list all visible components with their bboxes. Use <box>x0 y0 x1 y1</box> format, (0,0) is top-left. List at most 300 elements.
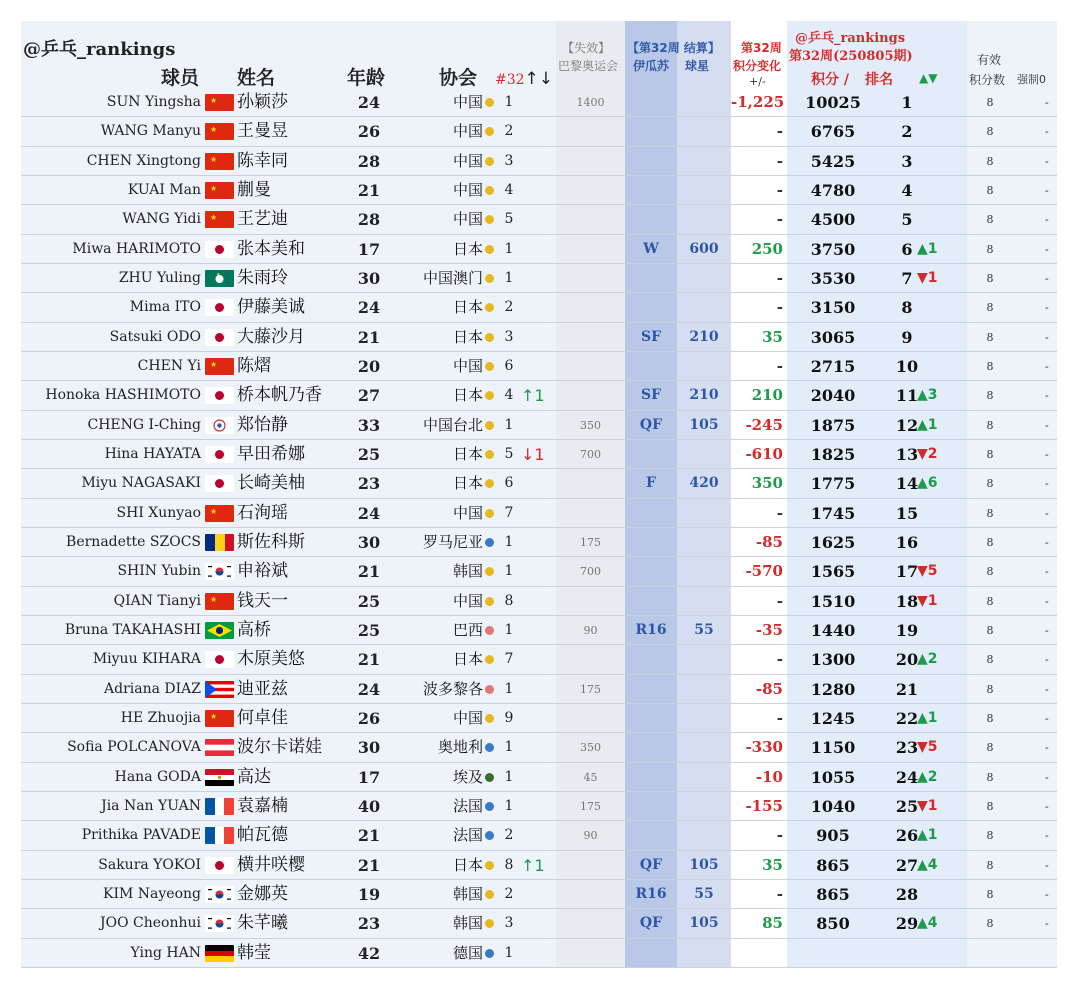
forced-zero: - <box>1045 330 1049 344</box>
event-points: 105 <box>689 915 719 932</box>
association-rank: 8 <box>504 592 514 609</box>
event-round <box>625 205 677 234</box>
forced-zero: - <box>1045 96 1049 109</box>
table-row <box>21 557 1057 586</box>
lost-points: 700 <box>580 447 601 461</box>
table-row <box>21 821 1057 850</box>
player-name-en: SHIN Yubin <box>117 563 201 580</box>
player-age: 25 <box>357 620 381 640</box>
player-name-cn: 朱雨玲 <box>237 267 288 288</box>
player-age: 20 <box>357 356 381 376</box>
valid-results-count: 8 <box>986 829 994 843</box>
association-rank: 2 <box>504 123 514 140</box>
lost-points <box>556 704 625 733</box>
event-round <box>625 733 677 762</box>
player-association: 波多黎各 <box>422 679 483 698</box>
japan-flag-icon <box>205 651 234 668</box>
region-dot-icon <box>485 567 494 576</box>
china-flag-icon <box>205 505 234 522</box>
player-association: 罗马尼亚 <box>422 532 483 551</box>
event-round <box>625 117 677 146</box>
lost-points: 175 <box>580 535 601 549</box>
player-name-cn: 朱芊曦 <box>237 913 288 934</box>
points-change: - <box>776 180 783 199</box>
china-flag-icon <box>205 182 234 199</box>
table-row <box>21 675 1057 704</box>
points-change: -85 <box>755 679 783 698</box>
header-age: 年龄 <box>347 67 386 89</box>
table-row <box>21 763 1057 792</box>
event-round: SF <box>640 328 662 345</box>
valid-results-count: 8 <box>986 858 994 872</box>
player-name-cn: 早田希娜 <box>237 443 305 464</box>
lost-points: 1400 <box>576 96 605 109</box>
header-rank32-label: #32 <box>495 72 525 88</box>
region-dot-icon <box>485 861 494 870</box>
japan-flag-icon <box>205 329 234 346</box>
world-rank: 27 <box>895 855 919 875</box>
player-name-en: Mima ITO <box>129 299 201 316</box>
forced-zero: - <box>1045 682 1049 696</box>
lost-points: 350 <box>580 418 601 432</box>
player-name-en: Sofia POLCANOVA <box>67 739 201 756</box>
lost-points: 350 <box>580 741 601 755</box>
table-row <box>21 469 1057 498</box>
ranking-points: 1245 <box>810 708 856 728</box>
tpe-flag-icon <box>205 417 234 434</box>
player-age: 19 <box>357 884 381 904</box>
player-name-cn: 金娜英 <box>237 883 288 904</box>
player-age: 28 <box>357 151 381 171</box>
event-round <box>625 821 677 850</box>
player-association: 日本 <box>452 327 483 346</box>
player-name-en: Hana GODA <box>114 768 201 785</box>
region-dot-icon <box>485 655 494 664</box>
event-round <box>625 528 677 557</box>
lost-points <box>556 645 625 674</box>
player-name-cn: 高达 <box>237 766 271 787</box>
lost-points <box>556 264 625 293</box>
event-points <box>677 440 731 469</box>
world-rank: 10 <box>895 356 919 376</box>
event-round <box>625 675 677 704</box>
association-rank: 6 <box>504 357 514 374</box>
event-points <box>677 205 731 234</box>
table-row <box>21 528 1057 557</box>
event-points <box>677 264 731 293</box>
event-round <box>625 176 677 205</box>
ranking-table-body <box>21 88 1057 968</box>
forced-zero: - <box>1045 477 1049 491</box>
region-dot-icon <box>485 186 494 195</box>
event-points <box>677 528 731 557</box>
header-event-2b: 球星 <box>685 59 710 73</box>
header-event-1: 【第32周 结算】 <box>627 41 720 55</box>
valid-results-count: 8 <box>986 389 994 403</box>
player-name-cn: 波尔卡诺娃 <box>237 737 322 758</box>
points-change: -570 <box>745 562 783 581</box>
region-dot-icon <box>485 333 494 342</box>
korea-flag-icon <box>205 915 234 932</box>
association-rank: 1 <box>504 944 514 961</box>
ranking-points: 1055 <box>810 767 856 787</box>
lost-points <box>556 880 625 909</box>
header-rank: 排名 <box>865 72 893 88</box>
player-association: 中国 <box>452 503 483 522</box>
association-rank-change: ↑1 <box>521 386 545 406</box>
points-change: 350 <box>751 474 783 493</box>
player-name-en: Sakura YOKOI <box>98 856 201 873</box>
ranking-sheet <box>21 21 1057 968</box>
ranking-points: 1565 <box>810 562 856 582</box>
player-age: 30 <box>357 268 381 288</box>
lost-points <box>556 352 625 381</box>
region-dot-icon <box>485 773 494 782</box>
player-name-en: WANG Yidi <box>122 211 201 228</box>
valid-results-count: 8 <box>986 183 994 197</box>
rank-movement: ▼1 <box>917 592 938 609</box>
china-flag-icon <box>205 710 234 727</box>
forced-zero: - <box>1045 799 1049 813</box>
player-association: 日本 <box>452 298 483 317</box>
header-rank32 <box>495 69 553 89</box>
rank-movement: ▼2 <box>917 445 938 462</box>
table-row <box>21 616 1057 645</box>
table-row <box>21 880 1057 909</box>
valid-results-count: 8 <box>986 154 994 168</box>
player-name-en: Miwa HARIMOTO <box>72 240 201 257</box>
world-rank: 14 <box>895 474 919 494</box>
player-association: 日本 <box>452 855 483 874</box>
china-flag-icon <box>205 94 234 111</box>
points-change: - <box>776 122 783 141</box>
header-move-symbols: ▲▼ <box>919 71 938 85</box>
forced-zero: - <box>1045 154 1049 168</box>
event-points <box>677 352 731 381</box>
region-dot-icon <box>485 919 494 928</box>
event-points <box>677 675 731 704</box>
event-round <box>625 939 677 968</box>
china-flag-icon <box>205 123 234 140</box>
player-age: 21 <box>357 855 381 875</box>
valid-results-count: 8 <box>986 271 994 285</box>
lost-points: 90 <box>583 623 598 637</box>
event-round <box>625 440 677 469</box>
region-dot-icon <box>485 303 494 312</box>
table-row <box>21 792 1057 821</box>
points-change: 35 <box>762 855 783 874</box>
player-association: 中国 <box>452 591 483 610</box>
player-association: 巴西 <box>452 620 483 639</box>
lost-points <box>556 117 625 146</box>
association-rank: 1 <box>504 269 514 286</box>
world-rank: 11 <box>895 386 919 406</box>
valid-results-count: 8 <box>986 359 994 373</box>
association-rank: 2 <box>504 885 514 902</box>
header-change-1: 第32周 <box>741 41 782 55</box>
event-points <box>677 117 731 146</box>
france-flag-icon <box>205 798 234 815</box>
region-dot-icon <box>485 479 494 488</box>
valid-results-count: 8 <box>986 653 994 667</box>
player-name-cn: 帕瓦德 <box>237 825 288 846</box>
forced-zero: - <box>1045 506 1049 520</box>
player-association: 埃及 <box>452 767 483 786</box>
forced-zero: - <box>1045 653 1049 667</box>
valid-results-count: 8 <box>986 447 994 461</box>
association-rank: 2 <box>504 827 514 844</box>
event-round <box>625 763 677 792</box>
table-row <box>21 939 1057 968</box>
points-change: -85 <box>755 532 783 551</box>
forced-zero: - <box>1045 565 1049 579</box>
valid-results-count: 8 <box>986 770 994 784</box>
association-rank: 5 <box>504 445 514 462</box>
player-age: 21 <box>357 180 381 200</box>
austria-flag-icon <box>205 739 234 756</box>
player-name-cn: 韩莹 <box>237 942 271 963</box>
region-dot-icon <box>485 362 494 371</box>
region-dot-icon <box>485 450 494 459</box>
association-rank: 4 <box>504 181 514 198</box>
player-name-en: Honoka HASHIMOTO <box>45 387 201 404</box>
event-round <box>625 264 677 293</box>
association-rank: 3 <box>504 915 514 932</box>
association-rank: 7 <box>504 651 514 668</box>
player-name-cn: 高桥 <box>237 619 271 640</box>
event-round: QF <box>639 416 663 433</box>
points-change: 250 <box>751 239 783 258</box>
player-age: 26 <box>357 708 381 728</box>
association-rank: 3 <box>504 152 514 169</box>
points-change: - <box>776 210 783 229</box>
points-change: - <box>776 356 783 375</box>
event-round: W <box>643 240 659 257</box>
event-round: SF <box>640 387 662 404</box>
lost-points: 700 <box>580 565 601 579</box>
macau-flag-icon <box>205 270 234 287</box>
rank-movement: ▲2 <box>917 651 938 668</box>
header-event-2a: 伊瓜苏 <box>633 59 670 73</box>
world-rank: 26 <box>895 826 919 846</box>
points-change: -245 <box>745 415 783 434</box>
ranking-points: 1625 <box>810 532 856 552</box>
header-ranking-brand: @乒乓_rankings <box>795 31 906 46</box>
lost-points <box>556 323 625 352</box>
table-row <box>21 352 1057 381</box>
association-rank: 1 <box>504 680 514 697</box>
table-row <box>21 264 1057 293</box>
japan-flag-icon <box>205 387 234 404</box>
event-points <box>677 557 731 586</box>
world-rank: 20 <box>895 650 919 670</box>
player-name-en: Adriana DIAZ <box>104 680 201 697</box>
japan-flag-icon <box>205 446 234 463</box>
ranking-points: 905 <box>816 826 850 846</box>
player-age: 21 <box>357 327 381 347</box>
points-change: -35 <box>755 620 783 639</box>
ranking-points: 3750 <box>810 239 856 259</box>
event-round <box>625 587 677 616</box>
event-round: QF <box>639 915 663 932</box>
world-rank: 4 <box>901 180 913 200</box>
region-dot-icon <box>485 157 494 166</box>
ranking-points: 1440 <box>810 620 856 640</box>
region-dot-icon <box>485 538 494 547</box>
player-name-cn: 木原美悠 <box>237 649 305 670</box>
table-row <box>21 733 1057 762</box>
header-assoc: 协会 <box>439 67 478 89</box>
valid-results-count: 8 <box>986 506 994 520</box>
world-rank: 5 <box>901 210 913 230</box>
table-row <box>21 587 1057 616</box>
player-name-cn: 王艺迪 <box>237 209 288 230</box>
event-points: 105 <box>689 416 719 433</box>
valid-results-count: 8 <box>986 242 994 256</box>
event-points <box>677 587 731 616</box>
romania-flag-icon <box>205 534 234 551</box>
player-name-cn: 大藤沙月 <box>237 326 305 347</box>
player-name-en: Ying HAN <box>130 944 201 961</box>
ranking-points: 6765 <box>810 122 856 142</box>
world-rank: 29 <box>895 914 919 934</box>
region-dot-icon <box>485 215 494 224</box>
region-dot-icon <box>485 245 494 254</box>
ranking-points: 3530 <box>810 268 856 288</box>
region-dot-icon <box>485 831 494 840</box>
table-row <box>21 323 1057 352</box>
forced-zero: - <box>1045 887 1049 901</box>
forced-zero: - <box>1045 183 1049 197</box>
forced-zero: - <box>1045 418 1049 432</box>
player-name-en: Satsuki ODO <box>109 328 201 345</box>
points-change: - <box>776 298 783 317</box>
valid-results-count: 8 <box>986 565 994 579</box>
player-association: 中国 <box>452 180 483 199</box>
player-age: 21 <box>357 826 381 846</box>
player-age: 30 <box>357 532 381 552</box>
japan-flag-icon <box>205 475 234 492</box>
header-player: 球员 <box>161 67 200 89</box>
table-row <box>21 235 1057 264</box>
association-rank: 6 <box>504 475 514 492</box>
ranking-points: 865 <box>816 884 850 904</box>
rank-movement: ▲1 <box>917 416 938 433</box>
event-round <box>625 499 677 528</box>
world-rank: 16 <box>895 532 919 552</box>
lost-points <box>556 939 625 968</box>
ranking-points <box>793 939 873 968</box>
world-rank: 12 <box>895 415 919 435</box>
header-name: 姓名 <box>237 67 276 89</box>
world-rank: 28 <box>895 884 919 904</box>
player-name-cn: 桥本帆乃香 <box>237 385 322 406</box>
china-flag-icon <box>205 211 234 228</box>
forced-zero: - <box>1045 389 1049 403</box>
china-flag-icon <box>205 358 234 375</box>
player-name-cn: 王曼昱 <box>237 121 288 142</box>
rank-movement: ▼5 <box>917 563 938 580</box>
svg-text:★: ★ <box>210 711 218 721</box>
player-age: 23 <box>357 914 381 934</box>
player-name-cn: 袁嘉楠 <box>237 795 288 816</box>
table-row <box>21 147 1057 176</box>
forced-zero: - <box>1045 917 1049 931</box>
region-dot-icon <box>485 890 494 899</box>
event-points: 55 <box>694 885 714 902</box>
player-name-en: WANG Manyu <box>100 123 201 140</box>
player-age: 17 <box>357 239 381 259</box>
player-name-en: Prithika PAVADE <box>81 827 201 844</box>
header-points: 积分 / <box>811 72 849 88</box>
world-rank: 19 <box>895 620 919 640</box>
lost-points <box>556 381 625 410</box>
forced-zero: - <box>1045 359 1049 373</box>
header-move <box>919 71 937 85</box>
valid-results-count: 8 <box>986 741 994 755</box>
valid-results-count: 8 <box>986 535 994 549</box>
region-dot-icon <box>485 949 494 958</box>
world-rank: 8 <box>901 298 913 318</box>
points-change <box>731 939 783 968</box>
rank-movement: ▲4 <box>917 915 938 932</box>
event-points <box>677 821 731 850</box>
event-round: F <box>646 475 656 492</box>
ranking-points: 3150 <box>810 298 856 318</box>
player-association: 日本 <box>452 444 483 463</box>
player-name-en: ZHU Yuling <box>118 269 201 286</box>
player-name-cn: 陈熠 <box>237 355 271 376</box>
world-rank <box>887 939 927 968</box>
ranking-points: 1775 <box>810 474 856 494</box>
event-points: 420 <box>689 475 719 492</box>
event-round: QF <box>639 856 663 873</box>
lost-points <box>556 176 625 205</box>
valid-results-count: 8 <box>986 330 994 344</box>
player-age: 42 <box>357 943 381 963</box>
player-name-cn: 申裕斌 <box>237 561 288 582</box>
points-change: -10 <box>755 767 783 786</box>
region-dot-icon <box>485 391 494 400</box>
region-dot-icon <box>485 421 494 430</box>
lost-points <box>556 469 625 498</box>
valid-results-count: 8 <box>986 917 994 931</box>
player-association: 中国 <box>452 708 483 727</box>
player-association: 中国 <box>452 151 483 170</box>
region-dot-icon <box>485 802 494 811</box>
forced-zero: - <box>1045 858 1049 872</box>
player-association: 中国 <box>452 356 483 375</box>
points-change: -1,225 <box>731 93 785 111</box>
forced-zero: - <box>1045 770 1049 784</box>
ranking-points: 1875 <box>810 415 856 435</box>
valid-results-count: 8 <box>986 301 994 315</box>
player-name-cn: 蒯曼 <box>237 179 271 200</box>
ranking-points: 5425 <box>810 151 856 171</box>
forced-zero: - <box>1045 711 1049 725</box>
world-rank: 22 <box>895 708 919 728</box>
event-points: 55 <box>694 621 714 638</box>
rank-movement: ▲1 <box>917 709 938 726</box>
region-dot-icon <box>485 127 494 136</box>
event-round: R16 <box>635 621 667 638</box>
table-row <box>21 293 1057 322</box>
player-age: 23 <box>357 474 381 494</box>
player-name-en: HE Zhuojia <box>120 709 201 726</box>
watermark-left: @乒乓_rankings <box>23 39 176 60</box>
lost-points: 175 <box>580 799 601 813</box>
association-rank: 1 <box>504 416 514 433</box>
